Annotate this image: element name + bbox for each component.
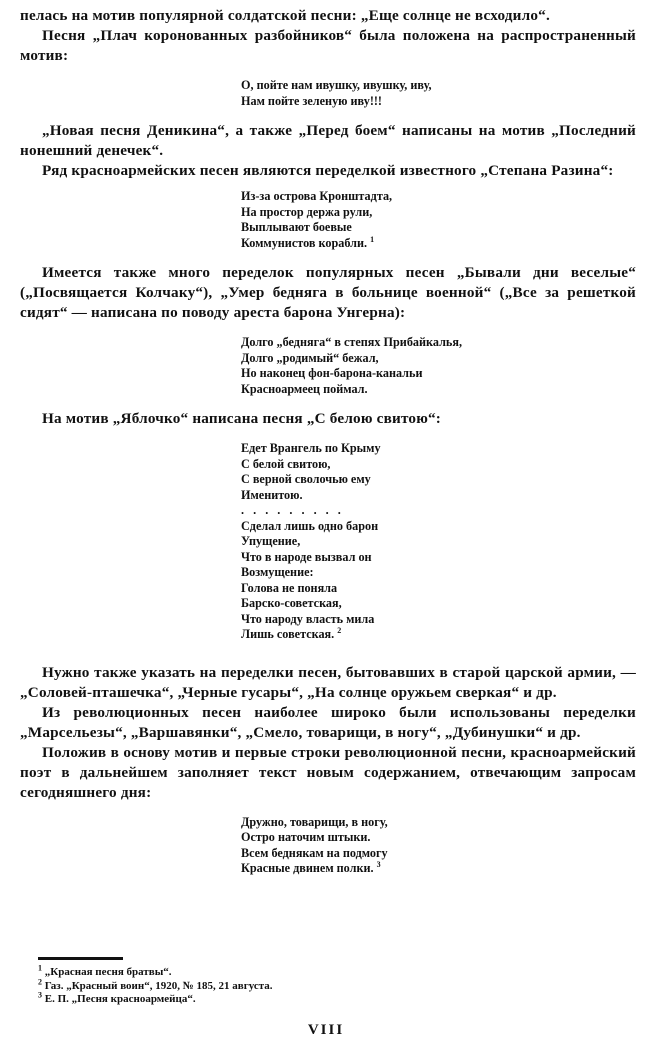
verse-line: Что в народе вызвал он <box>241 549 372 564</box>
paragraph-5: Имеется также много переделок популярных песен „Бывали дни веселые“ („Посвящается Колчаку“), „Умер бедняга в больнице военной“ („Все за решеткой сидят“ — написана по поводу ареста барона Унгерна): <box>20 264 636 321</box>
verse-line: О, пойте нам ивушку, ивушку, иву, <box>241 78 432 92</box>
verse-line: Но наконец фон-барона-канальи <box>241 366 423 380</box>
page-number: VIII <box>307 1022 345 1038</box>
verse-line: Выплывают боевые <box>241 220 352 234</box>
footnote-ref: 2 <box>337 625 342 635</box>
verse-line: Остро наточим штыки. <box>241 830 371 844</box>
verse-wrangel <box>20 441 636 643</box>
verse-line: Долго „бедняга“ в степях Прибайкалья, <box>241 335 462 349</box>
paragraph-3: „Новая песня Деникина“, а также „Перед боем“ написаны на мотив „Последний нонешний денечек“. <box>20 122 636 159</box>
verse-line-text: Коммунистов корабли. <box>241 235 368 250</box>
book-page <box>0 6 652 1050</box>
footnote <box>38 990 273 1007</box>
verse-line <box>241 861 636 877</box>
footnote <box>38 963 273 980</box>
verse-line: Возмущение: <box>241 565 314 579</box>
verse-willow <box>20 78 636 109</box>
footnote-text: „Красная песня братвы“. <box>44 966 172 978</box>
paragraph-8: Из революционных песен наиболее широко были использованы переделки „Марсельезы“, „Варшавянки“, „Смело, товарищи, в ногу“, „Дубинушки“ и др. <box>20 703 636 741</box>
verse-comrades <box>20 815 636 877</box>
verse-line: Из-за острова Кронштадта, <box>241 189 393 203</box>
verse-kronstadt <box>20 189 636 251</box>
paragraph-7: Нужно также указать на переделки песен, бытовавших в старой царской армии, — „Соловей-пташечка“, „Черные гусары“, „На солнце оружьем сверкая“ и др. <box>20 663 636 701</box>
verse-line: Долго „родимый“ бежал, <box>241 350 379 365</box>
verse-line: Красноармеец поймал. <box>241 381 368 396</box>
paragraph-6: На мотив „Яблочко“ написана песня „С белою свитою“: <box>42 410 442 427</box>
verse-baron <box>20 335 636 397</box>
verse-line: Барско-советская, <box>241 596 342 610</box>
verse-line <box>241 236 636 252</box>
paragraph-1: пелась на мотив популярной солдатской песни: „Еще солнце не всходило“. <box>20 7 550 24</box>
footnote-mark: 1 <box>38 963 42 973</box>
verse-line: Всем беднякам на подмогу <box>241 845 388 860</box>
verse-line-text: Красные двинем полки. <box>241 861 374 875</box>
verse-line: С верной сволочью ему <box>241 472 371 486</box>
footnotes <box>38 963 273 1007</box>
footnote-divider <box>38 957 123 960</box>
verse-line: Что народу власть мила <box>241 611 375 626</box>
footnote-mark: 3 <box>38 990 42 1000</box>
paragraph-2: Песня „Плач коронованных разбойников“ была положена на распространенный мотив: <box>20 27 636 64</box>
footnote-mark: 2 <box>38 976 42 986</box>
verse-line: Дружно, товарищи, в ногу, <box>241 814 388 829</box>
verse-line: Голова не поняла <box>241 580 338 595</box>
verse-line: Нам пойте зеленую иву!!! <box>241 93 382 108</box>
footnote <box>38 976 273 994</box>
verse-line: Сделал лишь одно барон <box>241 518 379 533</box>
verse-ellipsis: . . . . . . . . . <box>241 503 344 517</box>
footnote-text: Газ. „Красный воин“, 1920, № 185, 21 августа. <box>44 979 273 992</box>
footnote-text: Е. П. „Песня красноармейца“. <box>44 993 196 1005</box>
verse-line: Упущение, <box>241 534 301 548</box>
verse-line: На простор держа рули, <box>241 204 373 219</box>
footnote-ref: 1 <box>370 234 375 244</box>
paragraph-9: Положив в основу мотив и первые строки революционной песни, красноармейский поэт в дальнейшем заполняет текст новым содержанием, отвечающим запросам сегодняшнего дня: <box>20 743 636 801</box>
verse-line: С белой свитою, <box>241 456 331 471</box>
footnote-ref: 3 <box>376 859 381 869</box>
verse-line: Именитою. <box>241 487 303 502</box>
verse-line-text: Лишь советская. <box>241 627 335 641</box>
verse-line: Едет Врангель по Крыму <box>241 441 381 455</box>
verse-line <box>241 627 636 643</box>
paragraph-4: Ряд красноармейских песен являются переделкой известного „Степана Разина“: <box>42 162 614 179</box>
